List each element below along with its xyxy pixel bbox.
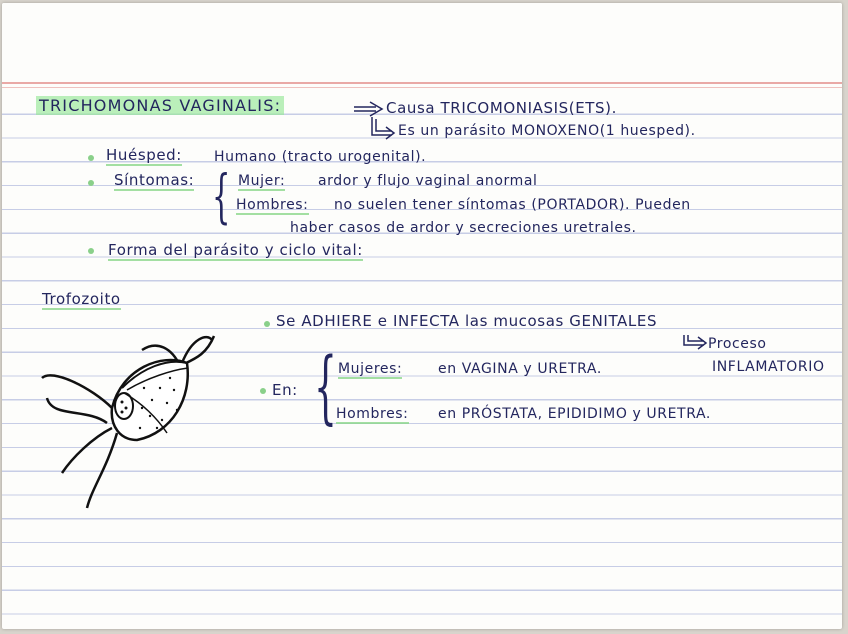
en-women-text: en VAGINA y URETRA. bbox=[438, 361, 602, 377]
adhere-text: Se ADHIERE e INFECTA las mucosas GENITALES bbox=[276, 312, 658, 330]
bullet-symptoms bbox=[88, 180, 94, 186]
margin-line-secondary bbox=[2, 87, 842, 88]
en-women-label: Mujeres: bbox=[338, 361, 403, 377]
host-value: Humano (tracto urogenital). bbox=[214, 149, 427, 165]
bullet-adhere bbox=[264, 321, 270, 327]
bullet-form bbox=[88, 248, 94, 254]
host-label: Huésped: bbox=[106, 146, 182, 164]
branch-arrow-icon bbox=[368, 115, 398, 141]
en-men-label: Hombres: bbox=[336, 406, 409, 422]
en-men-text: en PRÓSTATA, EPIDIDIMO y URETRA. bbox=[438, 406, 711, 422]
trofozoito-label: Trofozoito bbox=[42, 290, 121, 308]
trophozoite-drawing-icon bbox=[32, 328, 232, 518]
process-label: Proceso bbox=[708, 336, 767, 352]
symptoms-brace: { bbox=[212, 162, 231, 230]
process-value: INFLAMATORIO bbox=[712, 359, 825, 375]
cause-text: Causa TRICOMONIASIS(ETS). bbox=[386, 99, 617, 117]
symptoms-label: Síntomas: bbox=[114, 171, 195, 189]
en-brace: { bbox=[314, 340, 337, 433]
page-title: TRICHOMONAS VAGINALIS: bbox=[36, 96, 284, 115]
bullet-host bbox=[88, 155, 94, 161]
bullet-en bbox=[260, 388, 266, 394]
index-card bbox=[2, 3, 842, 629]
symptoms-men-label: Hombres: bbox=[236, 197, 309, 213]
en-label: En: bbox=[272, 381, 298, 399]
parasite-type-text: Es un parásito MONOXENO(1 huesped). bbox=[398, 123, 696, 139]
form-title: Forma del parásito y ciclo vital: bbox=[108, 241, 363, 259]
symptoms-men-text: no suelen tener síntomas (PORTADOR). Pueden bbox=[334, 197, 691, 213]
symptoms-women-text: ardor y flujo vaginal anormal bbox=[318, 173, 538, 189]
symptoms-men-text-2: haber casos de ardor y secreciones uretrales. bbox=[290, 220, 637, 236]
symptoms-women-label: Mujer: bbox=[238, 173, 286, 189]
margin-line bbox=[2, 82, 842, 84]
